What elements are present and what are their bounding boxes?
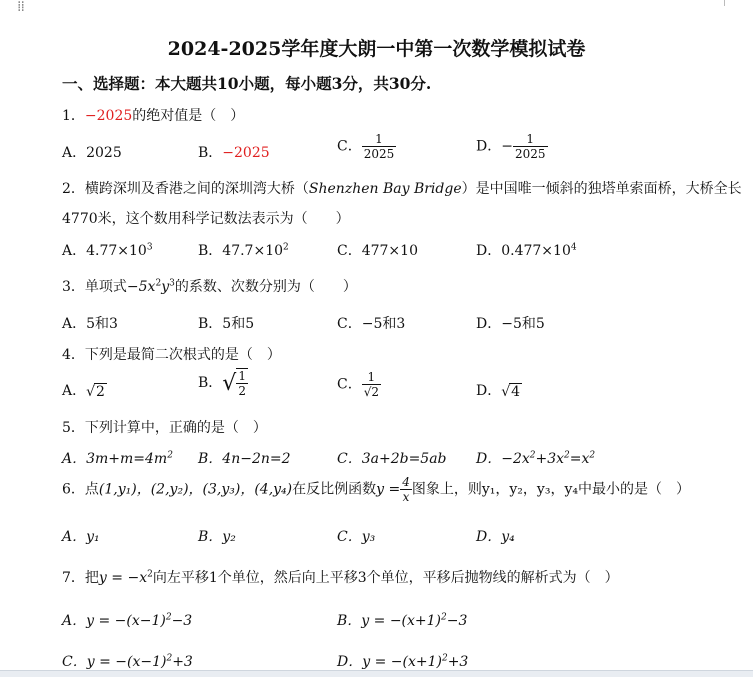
q5-option-d: D．$-2x^2+3x^2=x^2$ bbox=[476, 450, 596, 467]
question-6: 6．点(1,y₁)，(2,y₂)，(3,y₃)，(4,y₄)在反比例函数y = $\frac{4}{x}$ 图象上，则y₁，y₂，y₃，y₄中最小的是（ ） bbox=[62, 475, 690, 504]
section-heading: 一、选择题：本大题共10小题，每小题3分，共30分. bbox=[62, 74, 432, 93]
question-3: 3．单项式$-5x^2y^3$的系数、次数分别为（ ） bbox=[62, 278, 357, 295]
sqrt-symbol: √2 bbox=[86, 383, 105, 400]
q1-option-d: D．− $\frac{1}{2025}$ bbox=[476, 132, 546, 161]
q5-option-a: A．$3m+m=4m^2$ bbox=[62, 450, 173, 467]
sqrt-symbol: √4 bbox=[501, 383, 521, 400]
q2-option-a: A．$4.77\times 10^3$ bbox=[62, 242, 153, 259]
q1-option-c: C． $\frac{1}{2025}$ bbox=[337, 132, 395, 161]
q4-option-a: A．√2 bbox=[62, 383, 105, 400]
q6-option-d: D．y₄ bbox=[476, 529, 515, 545]
q2-option-c: C．477×10 bbox=[337, 243, 418, 259]
q5-option-c: C．3a+2b=5ab bbox=[337, 451, 447, 467]
q4-option-c: C． $\frac{1}{√2}$ bbox=[337, 370, 380, 399]
question-2-line1: 2．横跨深圳及香港之间的深圳湾大桥（Shenzhen Bay Bridge）是中国唯一倾斜的独塔单索面桥，大桥全长 bbox=[62, 181, 742, 197]
q3-option-d: D．−5和5 bbox=[476, 316, 545, 332]
q7-option-b: B．$y = -(x+1)^2-3$ bbox=[337, 612, 468, 629]
q6-option-a: A．y₁ bbox=[62, 529, 100, 545]
question-4: 4．下列是最简二次根式的是（ ） bbox=[62, 347, 281, 363]
q3-option-b: B．5和5 bbox=[198, 316, 255, 332]
q4-option-b: B．√ $\frac{1}{2}$ bbox=[198, 369, 246, 398]
question-1: 1．−2025的绝对值是（ ） bbox=[62, 108, 245, 124]
q7-option-c: C．$y = -(x-1)^2+3$ bbox=[62, 653, 193, 670]
horizontal-scrollbar[interactable] bbox=[0, 670, 753, 677]
question-2-line2: 4770米，这个数用科学记数法表示为（ ） bbox=[62, 211, 350, 227]
q6-option-b: B．y₂ bbox=[198, 529, 236, 545]
q6-option-c: C．y₃ bbox=[337, 529, 376, 545]
question-5: 5．下列计算中，正确的是（ ） bbox=[62, 420, 267, 436]
fraction: $\frac{1}{2025}$ bbox=[363, 132, 395, 161]
q1-option-a: A．2025 bbox=[62, 145, 122, 161]
highlighted-number: −2025 bbox=[84, 108, 133, 124]
drag-handle-icon[interactable]: ⁞⁞ bbox=[17, 0, 24, 15]
q5-option-b: B．4n−2n=2 bbox=[198, 451, 291, 467]
q3-option-c: C．−5和3 bbox=[337, 316, 406, 332]
q2-option-b: B．$47.7\times 10^2$ bbox=[198, 242, 289, 259]
sqrt-symbol: √ bbox=[222, 370, 237, 396]
q2-option-d: D．$0.477\times 10^4$ bbox=[476, 242, 577, 259]
fraction: $\frac{1}{2025}$ bbox=[514, 132, 546, 161]
q3-option-a: A．5和3 bbox=[62, 316, 118, 332]
q4-option-d: D．√4 bbox=[476, 383, 521, 400]
q1-option-b: B．−2025 bbox=[198, 145, 270, 161]
page-title: 2024-2025学年度大朗一中第一次数学模拟试卷 bbox=[167, 38, 586, 60]
q7-option-d: D．$y = -(x+1)^2+3$ bbox=[337, 653, 469, 670]
question-7: 7．把$y = -x^2$向左平移1个单位，然后向上平移3个单位，平移后抛物线的解析式为（ ） bbox=[62, 569, 619, 586]
q7-option-a: A．$y = -(x-1)^2-3$ bbox=[62, 612, 193, 629]
page-corner-mark bbox=[724, 0, 725, 6]
